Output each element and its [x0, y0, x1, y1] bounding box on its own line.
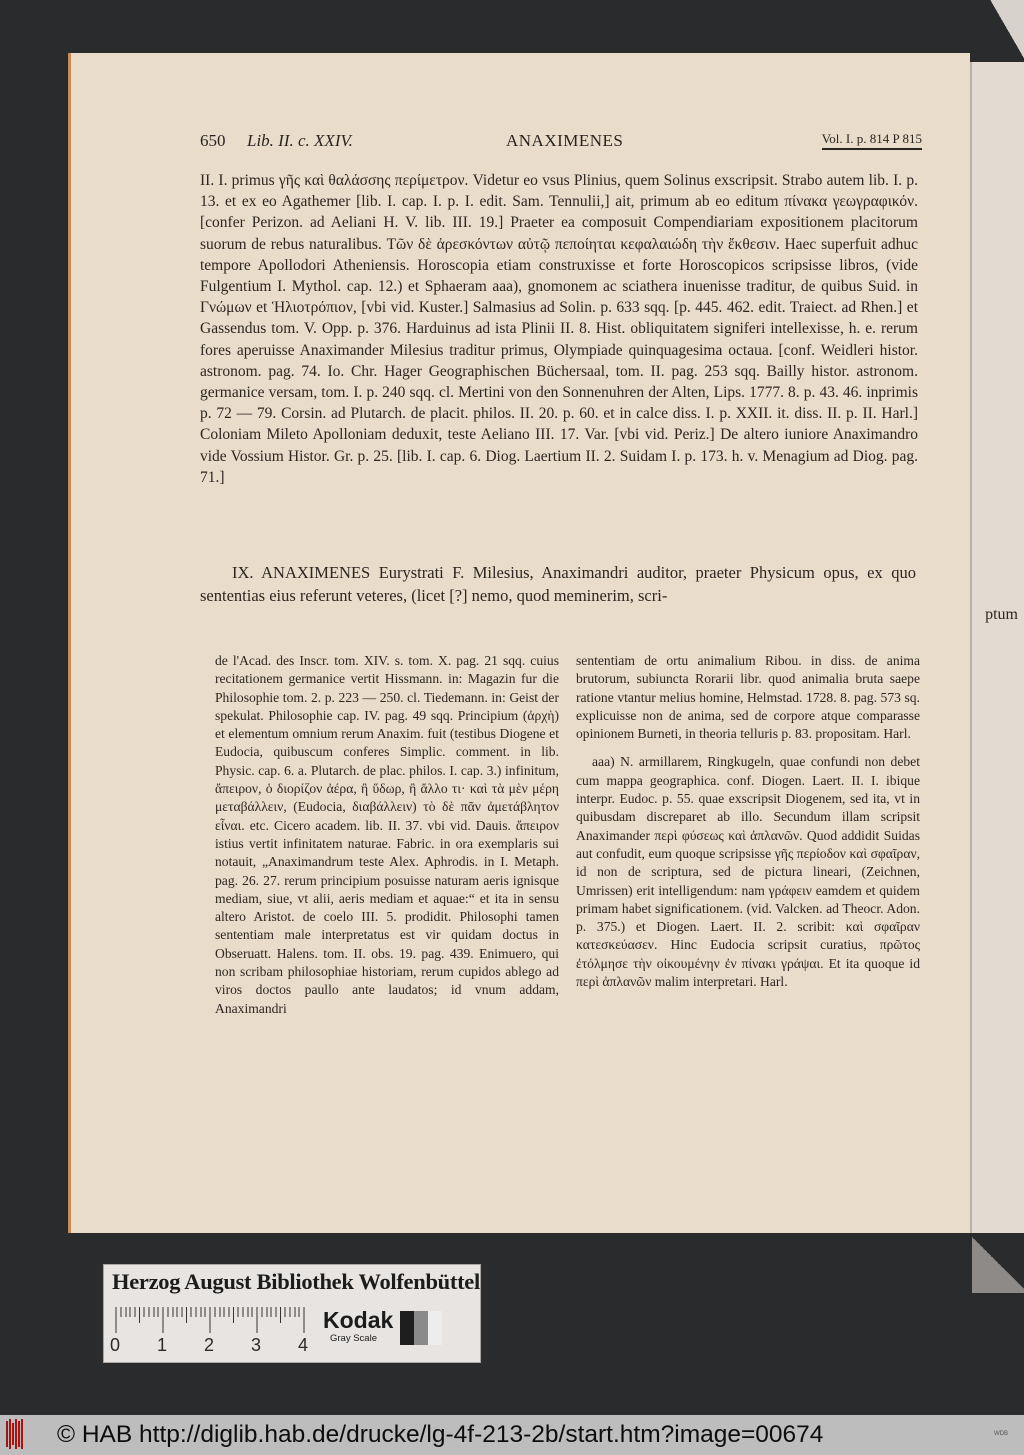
footnote-column-left — [215, 652, 559, 1018]
swatch-white — [428, 1311, 442, 1345]
footer-bar — [0, 1415, 1024, 1455]
section-ix-anaximenes — [200, 561, 916, 607]
ruler-ticks — [114, 1307, 309, 1333]
ruler-number: 0 — [110, 1335, 121, 1355]
ruler-number: 4 — [298, 1335, 309, 1355]
library-name: Herzog August Bibliothek Wolfenbüttel — [112, 1269, 480, 1294]
ruler-number: 2 — [204, 1335, 215, 1355]
color-calibration-card — [103, 1264, 481, 1363]
catchword: ptum — [985, 606, 1018, 623]
adjacent-page-edge — [985, 0, 1024, 62]
kodak-logo: Kodak — [323, 1307, 394, 1333]
book-reference: Lib. II. c. XXIV. — [247, 131, 353, 150]
footnote-continuation: sententiam de ortu animalium Ribou. in diss. de anima brutorum, subiuncta Rorarii libr. quod animalia bruta saepe ratione vtantur melius homine, Helmstad. 1728. 8. pag. 573 sq. explicuisse non de anima, sed de corpore atque comparasse opinionem Burneti, in theoria telluris p. 83. propositam. Harl. — [576, 653, 920, 742]
wdb-mark: WDB — [994, 1431, 1008, 1437]
page-number: 650 — [200, 131, 226, 150]
ruler-number: 1 — [157, 1335, 168, 1355]
volume-reference: Vol. I. p. 814 P 815 — [822, 131, 922, 150]
gray-scale-swatches — [400, 1311, 442, 1345]
main-text-continuation — [200, 170, 918, 488]
running-header — [200, 131, 922, 155]
gray-scale-label: Gray Scale — [330, 1333, 377, 1344]
section-text: IX. ANAXIMENES Eurystrati F. Milesius, Anaximandri auditor, praeter Physicum opus, ex quo sententias eius referunt veteres, (licet [?] nemo, quod meminerim, scri- — [200, 563, 916, 605]
ruler-number: 3 — [251, 1335, 262, 1355]
running-title: ANAXIMENES — [506, 131, 624, 150]
hab-logo-icon — [6, 1419, 24, 1449]
swatch-gray — [414, 1311, 428, 1345]
facing-page-corner — [972, 1233, 1024, 1293]
ruler-numbers — [110, 1335, 320, 1355]
footnote-column-right — [576, 652, 920, 991]
facing-page-strip — [970, 62, 1024, 1233]
swatch-black — [400, 1311, 414, 1345]
paragraph: II. I. primus γῆς καὶ θαλάσσης περίμετρον. Videtur eo vsus Plinius, quem Solinus exscripsit. Strabo autem lib. I. p. 13. et ex eo Agathemer [lib. I. cap. I. p. I. edit. Sam. Tennulii,] ait, primum ab eo editum πίνακα γεωγραφικόν. [confer Perizon. ad Aeliani H. V. lib. III. 19.] Praeter ea composuit Compendiariam expositionem placitorum suorum de rebus naturalibus. Τῶν δὲ ἀρεσκόντων αὐτῷ πεποίηται κεφαλαιώδη τὴν ἔκθεσιν. Haec superfuit adhuc tempore Apollodori Atheniensis. Horoscopia etiam construxisse et forte Horoscopicos scripsisse libros, (vide Fulgentium I. Mythol. cap. 12.) et Sphaeram aaa), gnomonem ac sciatherа inuenisse traditur, de quibus Suid. in Γνώμων et Ἡλιοτρόπιον, [vbi vid. Kuster.] Salmasius ad Solin. p. 633 sqq. [p. 445. 462. edit. Traiect. ad Rhen.] et Gassendus tom. V. Opp. p. 376. Harduinus ad ista Plinii II. 8. Hist. obliquitatem signiferi intellexisse, h. e. rerum fores aperuisse Anaximander Milesius traditur primus, Olympiade quinquagesima octaua. [conf. Weidleri histor. astronom. pag. 74. Io. Chr. Hager Geographischen Büchersaal, tom. II. pag. 253 sqq. Bailly histor. astronom. germanice versam, tom. I. p. 240 sqq. cl. Mertini von den Sonnenuhren der Alten, Lips. 1777. 8. p. 43. 46. inprimis p. 72 — 79. Corsin. ad Plutarch. de placit. philos. II. 20. p. 60. et in calce diss. I. p. XXII. it. diss. II. p. II. Harl.] Coloniam Mileto Apolloniam deduxit, teste Aeliano III. 17. Var. [vbi vid. Periz.] De altero iuniore Anaximandro vide Vossium Histor. Gr. p. 25. [lib. I. cap. 6. Diog. Laertium II. 2. Suidam I. p. 173. h. v. Menagium ad Diog. pag. 71.] — [200, 172, 918, 486]
copyright-url[interactable]: © HAB http://diglib.hab.de/drucke/lg-4f-213-2b/start.htm?image=00674 — [57, 1421, 824, 1448]
footnote-text: de l'Acad. des Inscr. tom. XIV. s. tom. X. pag. 21 sqq. cuius recitationem germanice vertit Hissmann. in: Magazin fur die Philosophie tom. 2. p. 223 — 250. cl. Tiedemann. in: Geist der spekulat. Philosophie cap. IV. pag. 49 sqq. Principium (ἀρχὴ) et elementum omnium rerum Anaxim. fuit (testibus Diogene et Eudocia, quibuscum conferes Simplic. comment. in lib. Physic. cap. 6. a. Plutarch. de plac. philos. I. cap. 3.) infinitum, ἄπειρον, ὁ διορίζον ἀέρα, ἢ ὕδωρ, ἢ ἄλλο τι· καὶ τὰ μὲν μέρη μεταβάλλειν, (Eudocia, διαβάλλειν) τὸ δὲ πᾶν ἀμετάβλητον εἶναι. etc. Cicero academ. lib. II. 37. vbi vid. Dauis. ἄπειρον istius vertit infinitatem naturae. Fabric. in ora exemplaris sui notauit, „Anaximandrum teste Alex. Aphrodis. in I. Metaph. pag. 26. 27. rerum principium posuisse naturam aeris ignisque mediam, siue, vt alii, aeris mediam et aquae:“ et ita in sensu altero Aristot. de coelo III. 5. prodidit. Philosophi tamen sententiam male interpretatus est vir quidam doctus in Obseruatt. Halens. tom. II. obs. 19. pag. 439. Enimuero, qui non scribam philosophiae historiam, rerum cupidos ablego ad viros doctos paullo ante laudatos; id vnum addam, Anaximandri — [215, 653, 559, 1016]
footnote-aaa: aaa) N. armillarem, Ringkugeln, quae confundi non debet cum mappa geographica. conf. Diogen. Laert. II. I. ibique interpr. Eudoc. p. 55. quae exscripsit Diogenem, sed ita, vt in quibusdam discreparet ab illo. Secundum illam scripsit Anaximander περὶ φύσεως καὶ ἀπλανῶν. Quod addidit Suidas aut confudit, eum quoque scripsisse γῆς περίοδον καὶ σφαῖραν, id non de scriptura, sed de pictura lineari, (Zeichnen, Umrissen) erit intelligendum: nam γράφειν eamdem et quidem primam habet significationem. (vid. Valcken. ad Theocr. Adon. p. 375.) et Diogen. Laert. II. 2. scribit: καὶ σφαῖραν κατεσκεύασεν. Hinc Eudocia scripsit curatius, πρῶτος ἐτόλμησε τὴν οἰκουμένην ἐν πίνακι γράψαι. Et ita quoque id περὶ ἀπλανῶν malim interpretari. Harl. — [576, 754, 920, 990]
